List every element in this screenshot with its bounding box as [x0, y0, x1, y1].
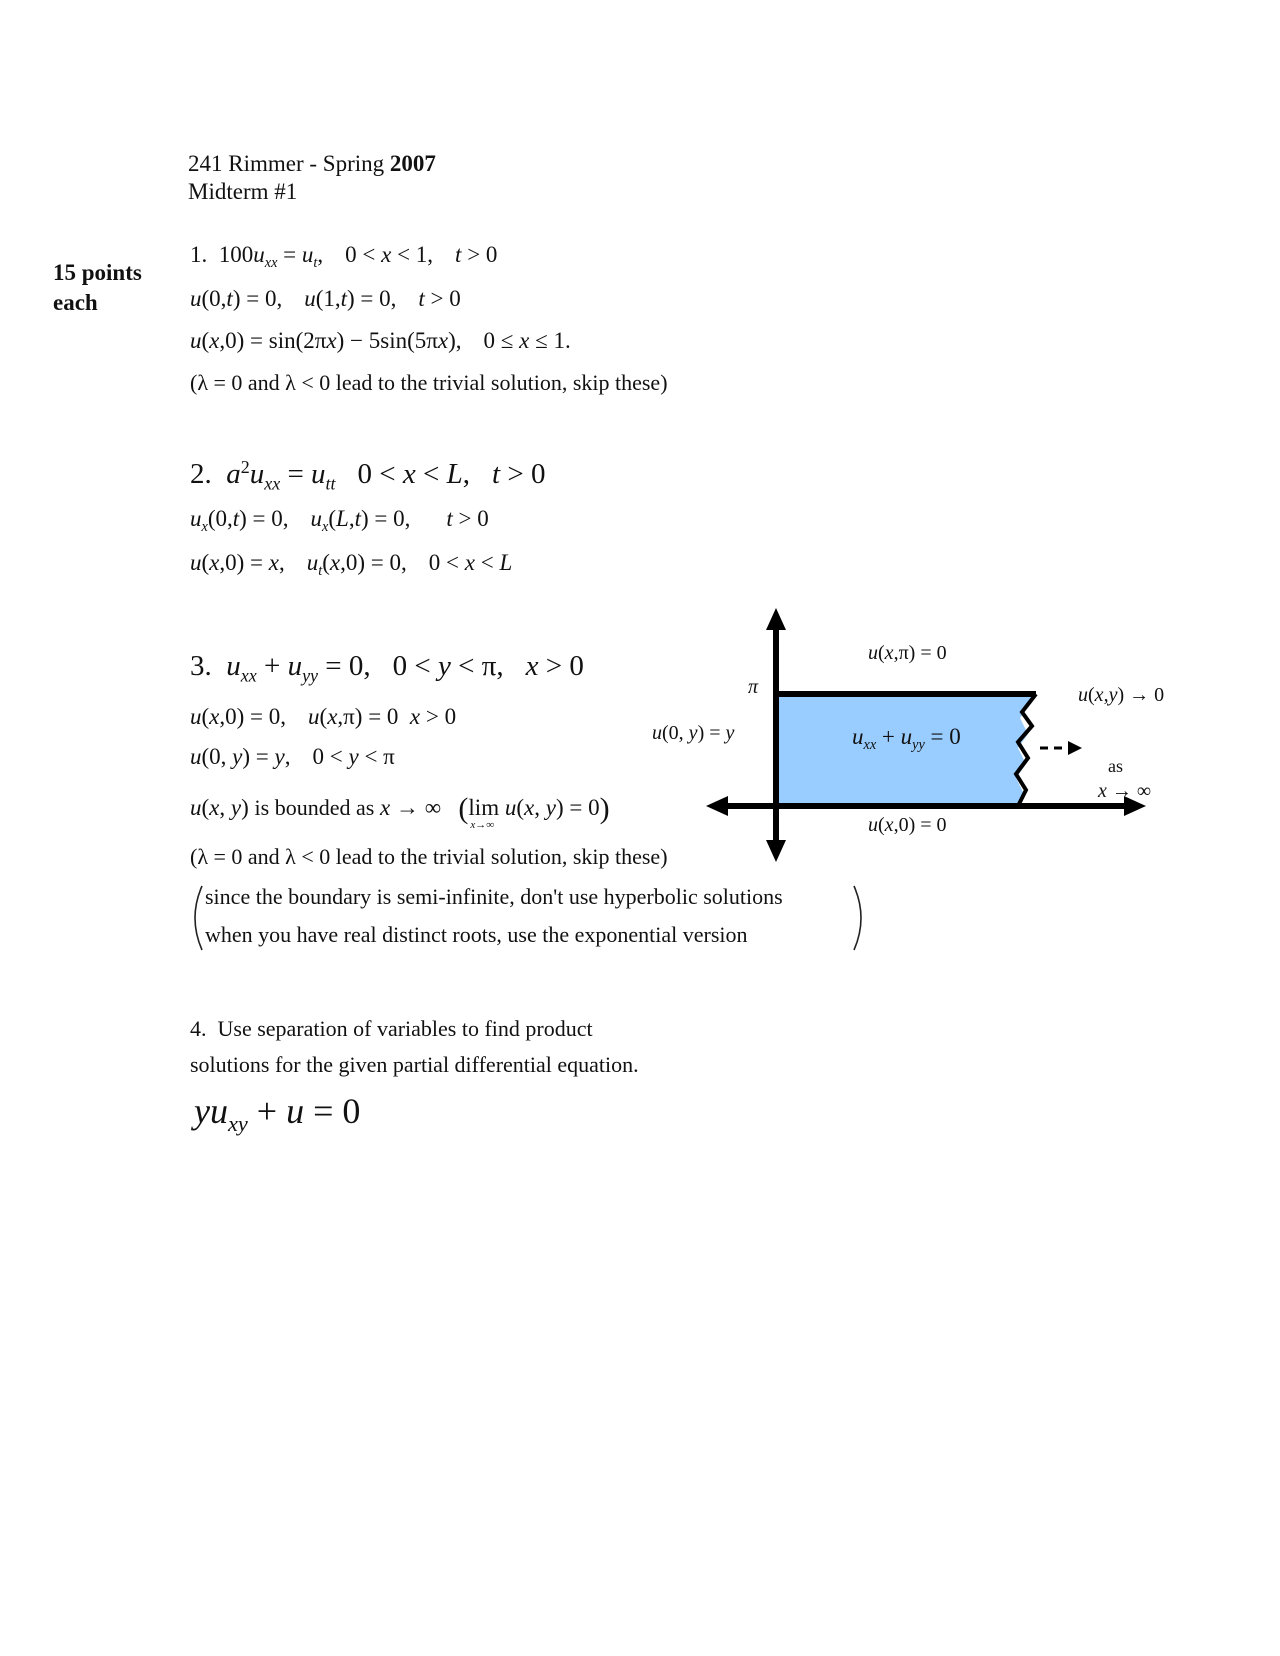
diagram-top-label: u(x,π) = 0	[868, 642, 947, 664]
points-note-line2: each	[53, 290, 98, 315]
problem4-pde: $yu_{xy} + u = 0$	[194, 1091, 361, 1136]
y-axis-arrow-down	[766, 840, 786, 862]
problem3-note: (λ = 0 and λ < 0 lead to the trivial solution, skip these)	[190, 844, 668, 869]
problem1-pde: 1. $100u_{xx} = u_t$, 0 < x < 1, t > 0	[190, 242, 498, 271]
problem2-pde: 2. $a^2u_{xx} = u_{tt}$ 0 < x < L, t > 0	[190, 457, 546, 494]
domain-region	[776, 694, 1036, 806]
exam-title: Midterm #1	[188, 179, 298, 204]
diagram-right-label3-text: x → ∞	[1098, 780, 1152, 802]
problem3-hint-line2: when you have real distinct roots, use the exponential version	[205, 922, 748, 947]
problem3-hint-line1: since the boundary is semi-infinite, don't use hyperbolic solutions	[205, 884, 783, 909]
problem3-bounded: u(x, y) is bounded as x → ∞ (lim x→∞ u(x, y) = 0)	[190, 792, 610, 831]
problem3-initial: u(0, y) = y, 0 < y < π	[190, 744, 395, 769]
problem3-pde: 3. $u_{xx} + u_{yy} = 0$, 0 < y < π, x > 0	[190, 650, 584, 686]
problem1-note: (λ = 0 and λ < 0 lead to the trivial solution, skip these)	[190, 370, 668, 395]
diagram-right-label2: as	[1108, 756, 1123, 776]
problem2-initial: u(x,0) = x, $u_t(x,0) = 0$, 0 < x < L	[190, 550, 513, 579]
problem2-boundary: $u_x(0,t) = 0$, $u_x(L,t) = 0$, t > 0	[190, 506, 489, 535]
diagram-right-label1: u(x,y) → 0	[1078, 684, 1165, 706]
diagram-bottom-label: u(x,0) = 0	[868, 814, 947, 836]
diagram-pi-label: π	[748, 676, 759, 698]
y-axis-arrow-up	[766, 608, 786, 630]
problem1-boundary: u(0,t) = 0, u(1,t) = 0, t > 0	[190, 286, 461, 311]
diagram-center-label: $u_{xx} + u_{yy} = 0$	[852, 724, 961, 753]
course-title: 241 Rimmer - Spring 2007	[188, 151, 436, 176]
points-note-line1: 15 points	[53, 260, 142, 285]
decay-arrow-head	[1068, 741, 1082, 755]
problem1-initial: u(x,0) = sin(2πx) − 5sin(5πx), 0 ≤ x ≤ 1.	[190, 328, 571, 353]
diagram-left-label: u(0, y) = y	[652, 722, 735, 744]
x-axis-arrow-left	[706, 796, 728, 816]
problem4-line1: 4. Use separation of variables to find product	[190, 1016, 593, 1041]
problem4-line2: solutions for the given partial differential equation.	[190, 1052, 639, 1077]
problem3-boundary: u(x,0) = 0, u(x,π) = 0 x > 0	[190, 704, 457, 729]
problem3-hint-bracket-right	[850, 882, 870, 954]
